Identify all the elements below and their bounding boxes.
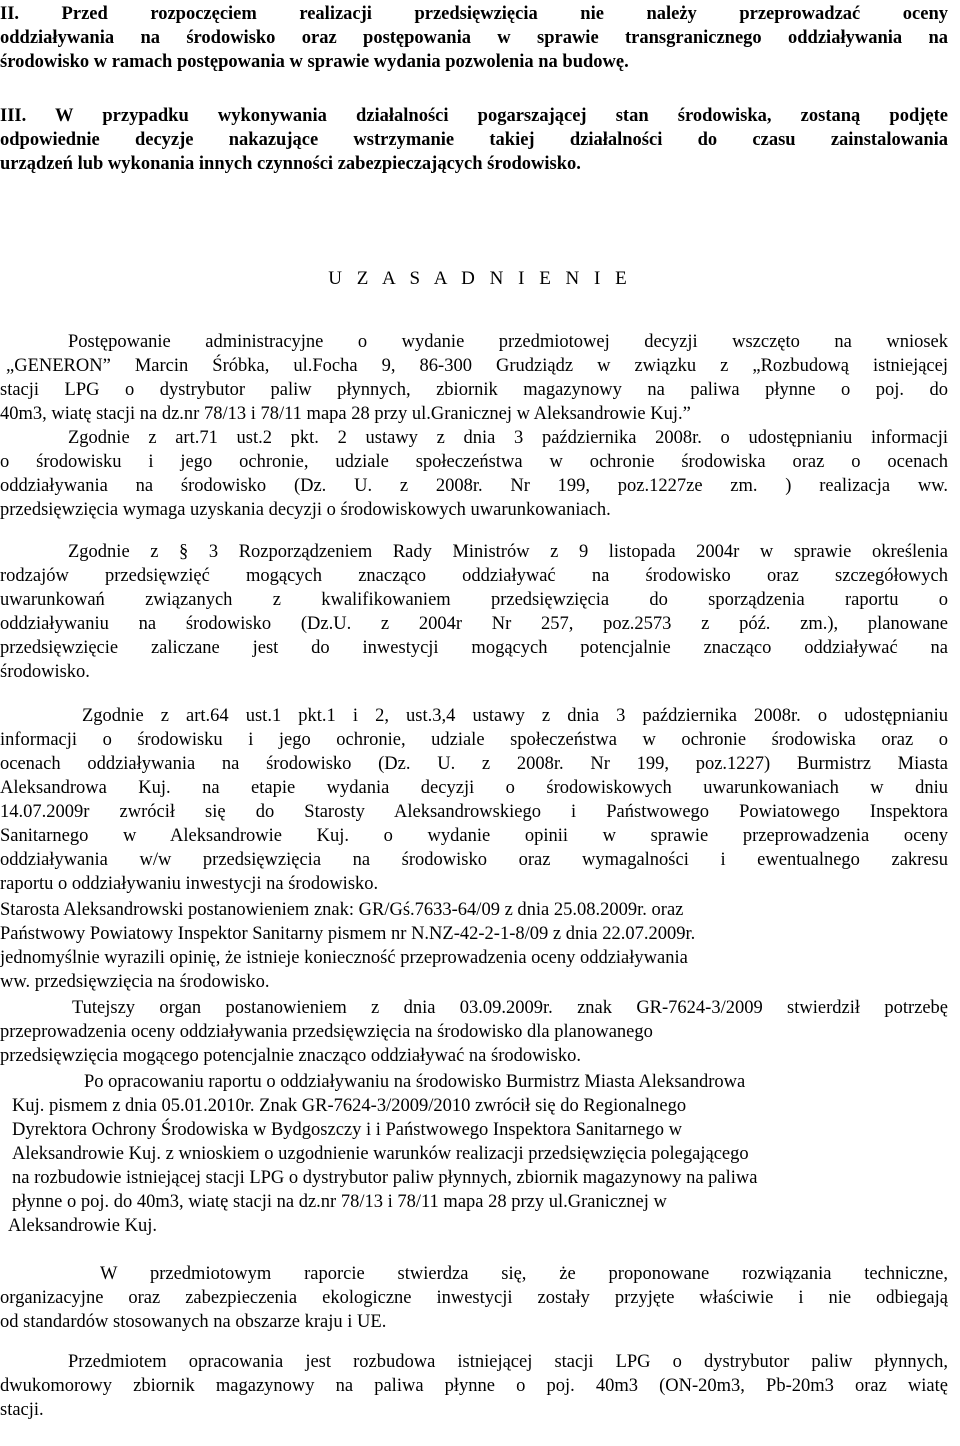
text-line: o środowisku i jego ochronie, udziale społeczeństwa w ochronie środowiska oraz o ocenach [0, 452, 948, 472]
text-line: Aleksandrowa Kuj. na etapie wydania decyzji o środowiskowych uwarunkowaniach w dniu [0, 778, 948, 798]
text-line: II. Przed rozpoczęciem realizacji przedsięwzięcia nie należy przeprowadzać oceny [0, 4, 948, 24]
text-line: Tutejszy organ postanowieniem z dnia 03.09.2009r. znak GR-7624-3/2009 stwierdził potrzebę [72, 998, 948, 1018]
text-line: oddziaływaniu na środowisko (Dz.U. z 2004r Nr 257, poz.2573 z póź. zm.), planowane [0, 614, 948, 634]
text-line: 40m3, wiatę stacji na dz.nr 78/13 i 78/11 mapa 28 przy ul.Granicznej w Aleksandrowie Kuj.” [0, 404, 691, 424]
text-line: Przedmiotem opracowania jest rozbudowa istniejącej stacji LPG o dystrybutor paliw płynnych, [68, 1352, 948, 1372]
text-line: 14.07.2009r zwrócił się do Starosty Aleksandrowskiego i Państwowego Powiatowego Inspektora [0, 802, 948, 822]
text-line: przedsięwzięcia mogącego potencjalnie znacząco oddziaływać na środowisko. [0, 1046, 581, 1066]
text-line: jednomyślnie wyrazili opinię, że istnieje konieczność przeprowadzenia oceny oddziaływania [0, 948, 688, 968]
text-line: środowisko w ramach postępowania w sprawie wydania pozwolenia na budowę. [0, 52, 629, 72]
text-line: urządzeń lub wykonania innych czynności zabezpieczających środowisko. [0, 154, 581, 174]
text-line: płynne o poj. do 40m3, wiatę stacji na dz.nr 78/13 i 78/11 mapa 28 przy ul.Granicznej w [12, 1192, 667, 1212]
text-line: ww. przedsięwzięcia na środowisko. [0, 972, 270, 992]
text-line: przeprowadzenia oceny oddziaływania przedsięwzięcia na środowisko dla planowanego [0, 1022, 653, 1042]
text-line: oddziaływania na środowisko oraz postępowania w sprawie transgranicznego oddziaływania na [0, 28, 948, 48]
text-line: od standardów stosowanych na obszarze kraju i UE. [0, 1312, 387, 1332]
text-line: W przedmiotowym raporcie stwierdza się, że proponowane rozwiązania techniczne, [100, 1264, 948, 1284]
text-line: stacji. [0, 1400, 44, 1420]
text-line: Sanitarnego w Aleksandrowie Kuj. o wydanie opinii w sprawie przeprowadzenia oceny [0, 826, 948, 846]
text-line: Starosta Aleksandrowski postanowieniem znak: GR/Gś.7633-64/09 z dnia 25.08.2009r. oraz [0, 900, 684, 920]
text-line: informacji o środowisku i jego ochronie, udziale społeczeństwa w ochronie środowiska oraz o [0, 730, 948, 750]
text-line: rodzajów przedsięwzięć mogących znacząco oddziaływać na środowisko oraz szczegółowych [0, 566, 948, 586]
text-line: „GENERON” Marcin Śróbka, ul.Focha 9, 86-300 Grudziądz w związku z „Rozbudową istniejącej [6, 356, 948, 376]
text-line: ocenach oddziaływania na środowisko (Dz. U. z 2008r. Nr 199, poz.1227) Burmistrz Miasta [0, 754, 948, 774]
text-line: Zgodnie z § 3 Rozporządzeniem Rady Ministrów z 9 listopada 2004r w sprawie określenia [68, 542, 948, 562]
text-line: Zgodnie z art.71 ust.2 pkt. 2 ustawy z dnia 3 października 2008r. o udostępnianiu informacji [68, 428, 948, 448]
text-line: oddziaływania na środowisko (Dz. U. z 2008r. Nr 199, poz.1227ze zm. ) realizacja ww. [0, 476, 948, 496]
text-line: odpowiednie decyzje nakazujące wstrzymanie takiej działalności do czasu zainstalowania [0, 130, 948, 150]
text-line: Zgodnie z art.64 ust.1 pkt.1 i 2, ust.3,4 ustawy z dnia 3 października 2008r. o udostępnianiu [82, 706, 948, 726]
text-line: III. W przypadku wykonywania działalności pogarszającej stan środowiska, zostaną podjęte [0, 106, 948, 126]
text-line: Kuj. pismem z dnia 05.01.2010r. Znak GR-7624-3/2009/2010 zwrócił się do Regionalnego [12, 1096, 687, 1116]
text-line: organizacyjne oraz zabezpieczenia ekologiczne inwestycji zostały przyjęte właściwie i nie odbiegają [0, 1288, 948, 1308]
text-line: uwarunkowań związanych z kwalifikowaniem przedsięwzięcia do sporządzenia raportu o [0, 590, 948, 610]
text-line: Po opracowaniu raportu o oddziaływaniu na środowisko Burmistrz Miasta Aleksandrowa [84, 1072, 746, 1092]
text-line: Aleksandrowie Kuj. [8, 1216, 157, 1236]
text-line: raportu o oddziaływaniu inwestycji na środowisko. [0, 874, 379, 894]
section-title-uzasadnienie: U Z A S A D N I E N I E [328, 268, 632, 289]
text-line: przedsięwzięcie zaliczane jest do inwestycji mogących potencjalnie znacząco oddziaływać na [0, 638, 948, 658]
text-line: stacji LPG o dystrybutor paliw płynnych, zbiornik magazynowy na paliwa płynne o poj. do [0, 380, 948, 400]
text-line: przedsięwzięcia wymaga uzyskania decyzji o środowiskowych uwarunkowaniach. [0, 500, 611, 520]
text-line: Państwowy Powiatowy Inspektor Sanitarny pismem nr N.NZ-42-2-1-8/09 z dnia 22.07.2009r. [0, 924, 696, 944]
text-line: Aleksandrowie Kuj. z wnioskiem o uzgodnienie warunków realizacji przedsięwzięcia polegającego [12, 1144, 749, 1164]
text-line: Postępowanie administracyjne o wydanie przedmiotowej decyzji wszczęto na wniosek [68, 332, 948, 352]
text-line: środowisko. [0, 662, 90, 682]
text-line: oddziaływania w/w przedsięwzięcia na środowisko oraz wymagalności i ewentualnego zakresu [0, 850, 948, 870]
text-line: Dyrektora Ochrony Środowiska w Bydgoszczy i i Państwowego Inspektora Sanitarnego w [12, 1120, 682, 1140]
text-line: dwukomorowy zbiornik magazynowy na paliwa płynne o poj. 40m3 (ON-20m3, Pb-20m3 oraz wiatę [0, 1376, 948, 1396]
text-line: na rozbudowie istniejącej stacji LPG o dystrybutor paliw płynnych, zbiornik magazynowy na paliwa [12, 1168, 758, 1188]
